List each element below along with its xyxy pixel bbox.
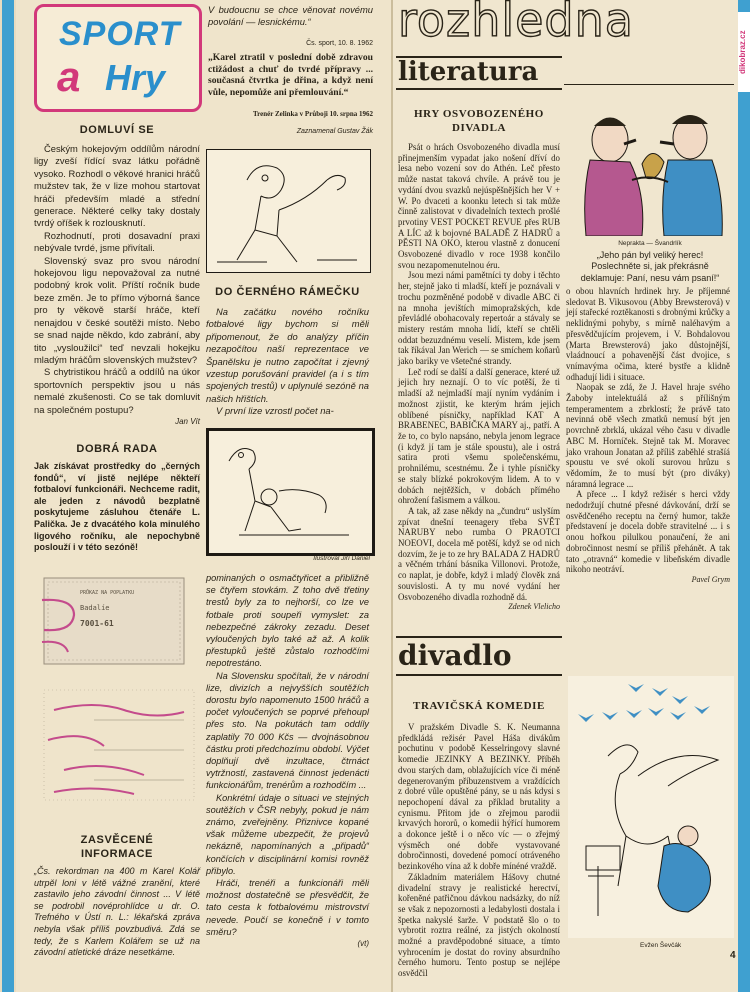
literatura-p2: Jsou mezi námi pamětníci ty doby i těchto her, stejně jako ti mladší, kteří je poznávali v trochu pozměněné podobě v divadle ABC či na mnoha jevištích mimopražských, kde převládlé obohacovaly repertoár a stávaly se mistery restám mnoha lidí, kteří se chtěli oddat bezuzdnému veselí. Mistem, kde jsem tak říkával Jan Werich — se smíchem koňarů jako bariky ve všetečné strandy. <box>398 270 560 367</box>
quote-recorded: Zaznamenal Gustav Žák <box>296 128 373 135</box>
stamp-line1: PRŮKAZ NA POPLATKU <box>80 590 135 596</box>
cerny-ramecek-p2: V první lize vzrostl počet na- <box>216 405 334 417</box>
logo-hry: Hry <box>105 57 166 98</box>
literatura-p1: Psát o hrách Osvobozeného divadla musí přinejmenším vypadat jako nošení dříví do lesa nebo vození sov do Athén. Leč přesto může nastat taková chvíle. A právě tou je vydání dvou svazků nejúspěšnějších her V + W. Po dvaceti a koonku letech si tak může činně zalistovat v divadelních textech prošlé prvotiny VEST POCKET REVUE přes RUB A LÍC až k bojovné BALADĚ Z HADRŮ a PĚSTI NA OKO, kterou vlastně z donucení Osvobozené divadlo v roce 1938 končilo svou nezapomenutelnou éru. <box>398 142 560 270</box>
right-edge-bar <box>738 0 750 992</box>
literatura-p4: A tak, až zase někdy na „čundru“ uslyším zpívat dnešní teenagery třeba SVĚT NARUBY nebo rumba O PRAOTCI NOEOVI, docela mě potěší, když se od nich dozvím, že je to ze hry BALADA Z HADRŮ a věčném trhání básníka Villonovi. Protože, co naplat, je dobře, když i mladý člověk zná souvislosti. A ty mu nové vydání her Osvobozeného divadla rozhodně dá. <box>398 505 560 602</box>
cerny-cont1: pominaných o osmačtyřicet a přibližně se čtyřem stovkám. Z toho dvě třetiny trestů byly za to nejhorší, co lze ve fotbale proti soupeři vymyslet: za nebezpečné zákroky zezadu. Deset vyloučených bylo také až až. A kolik přestupků ještě zůstalo rozhodčími nepotrestáno. <box>206 573 369 669</box>
sport-a-hry-logo <box>34 4 202 112</box>
review-continued <box>566 286 730 586</box>
article-travicska-komedie <box>398 722 560 979</box>
football-cartoon-top <box>206 149 371 273</box>
logo-a: a <box>57 53 81 100</box>
cartoon1-credit: Neprakta — Švandrlík <box>618 240 682 247</box>
divadlo-p1: V pražském Divadle S. K. Neumanna předkládá režisér Pavel Háša divákům pochutinu v podobě Kesselringovy slavné komedie JEZINKY A BEZINKY. Příběh dvou starých dam, oblažujících více či méně degenerovaným příbuzenstvem a vraždících z dobré vůle opuštěné pány, se u nás kdysi s nepochopení dával za příklad brutality a cynismu. Přitom jde o zřejmou parodii krvavých hororů, o komedii hýřící humorem a dokonce ještě i o něco víc — o zřejmý výsměch oné dobře vystavované dobročinnosti, dovedené pomocí otráveného bezinkového vína až k dobře mínéné vraždě. <box>398 722 560 872</box>
logo-sport: SPORT <box>59 15 181 53</box>
domluvi-p4: S chytristikou hráčů a oddílů na úkor sportovních perspektiv jsou u nás nemalé zkušenosti. Co se tak domluvit na společném postupu? <box>34 366 200 415</box>
quote-lead: V budoucnu se chce věnovat novému povolání — lesnickému.“ <box>208 4 373 28</box>
section-divadlo: divadlo <box>398 639 512 672</box>
cartoon-parrot-image <box>572 104 728 236</box>
cerny-cont3: Konkrétní údaje o situaci ve stejných soutěžích v ČSR nebyly, pokud je nám známo, zveřejněny. Přiznivce kopané však můžeme ubezpečit, že projevů nekázně, napomínaných a „připadů“ končících v disciplinární komisi rovněž přibylo. <box>206 792 369 876</box>
heading-cerny-ramecek: DO ČERNÉHO RÁMEČKU <box>215 286 360 298</box>
stamp-line3: 7001-61 <box>80 619 114 628</box>
heading-zasvecene: ZASVĚCENÉ <box>80 834 154 846</box>
quote-body: „Karel ztratil v poslední době zdravou ctižádost a chuť do tvrdé přípravy ... současná čtvrtka je dřina, a když není vůle, nepomůže ani přemlouvání.“ <box>208 52 373 98</box>
cerny-cont2: Na Slovensku spočítali, že v národní lize, divizích a nejvyšších soutěžích dorostu bylo napomenuto 1500 hráčů a počet vyloučených se poprvé přehoupl přes sto. Na pokutách tam oddíly zaplatily 70 000 Kčs — dvojnásobnou částku proti předchozímu období. Výčet doplňují dvě inzultace, čtrnáct vytržností, zastavená činnost jedenácti funkcionářům, trenérům a rozhodčím ... <box>206 670 369 791</box>
heading-domluvi-se: DOMLUVÍ SE <box>79 124 155 136</box>
literatura-signature: Zdenek Vlelicho <box>508 602 560 612</box>
stamp-line2: Badalíe <box>80 604 110 612</box>
heading-travicska-komedie: TRAVIČSKÁ KOMEDIE <box>413 700 545 712</box>
page-gutter <box>391 0 393 992</box>
review-p1: o obou hlavních hrdinek hry. Je příjemné sledovat B. Vikusovou (Abby Brewsterová) v její stařecké roztěkanosti s drobnými krůčky a neklidnými pohyby, s mírně naléhavým a přesvědčujícím projevem, i V. Bohdalovou (Marta Brewsterová) jako důstojnější, vlaádnoucí a pohavenější část dvojice, s vnímavýma očima, které bystře a klidně odhadují lidi i situace. <box>566 286 730 382</box>
review-signature: Pavel Grym <box>691 574 730 584</box>
cartoon-parrot-drawing <box>572 104 728 236</box>
article-domluvi-se <box>34 143 200 428</box>
review-p2: Naopak se zdá, že J. Havel hraje svého Žaboby intelektuálá až s přílišným temperamentem a zbrklostí; že právě tato nevinná obě všech zmatků nemusí být jen povrchně zbrklá, ukázal vého času v divadle ABC M. Horníček. Stejně tak M. Moravec jako vrahoun Jonatan až příliš zaběhlé strašíá spoustu ve své okolí surovou hrůzu s vědomím, že to musí být (pro diváky) náramná legrace ... <box>566 382 730 489</box>
heading-hry-2: DIVADLA <box>451 122 507 134</box>
quote-lead-source: Čs. sport, 10. 8. 1962 <box>306 40 373 47</box>
cartoon1-caption: „Jeho pán byl veliký herec! Poslechněte si, jak překrásně deklamuje: Paní, nesu vám psaní!“ <box>580 250 720 283</box>
cartoon2-credit: Evžen Ševčák <box>640 942 682 949</box>
dobra-rada-body: Jak získávat prostředky do „černých fondů“, ví jistě nejlépe někteří fotbaloví funkcionáři. Nechceme radit, ale jeden z návodů bezplatně poskytujeme zásluhou čtenáře L. Palička. Je z dvacátého kola minulého ligového ročníku, ale nepochybně poslouží i v této sezóně! <box>34 461 200 553</box>
illustration-credit: Ilustroval Jiří Daniel <box>313 555 370 562</box>
cartoon-pegasus-image <box>568 676 734 938</box>
quote-source: Trenér Zelinka v Průboji 10. srpna 1962 <box>253 110 373 118</box>
zasvecene-body: „Čs. rekordman na 400 m Karel Kolář utrpěl loni v létě vážné zranění, které zastavilo jeho závodní činnost ... V létě se podrobil novéprohlídce u dr. O. Trefného v Ústí n. L.: lékařská zpráva nebyla však příliš povzbudivá. Zdá se tedy, že s Karlem Kolářem se už na závodní atletické dráze nesetkáme. <box>34 866 200 958</box>
heading-informace: INFORMACE <box>80 848 153 860</box>
cartoon-pegasus-drawing <box>568 676 734 938</box>
cerny-ramecek-continued <box>206 572 369 950</box>
cerny-cont4: Hráči, trenéři a funkcionáři měli možnost dostatečně se přesvědčit, že tato cesta k fotbalovému mistrovství nevede. Poučí se konečně i v tomto směru? <box>206 878 369 937</box>
receipt-stamp-drawing <box>34 570 200 810</box>
literatura-p3: Leč rodí se další a další generace, které už jejich hry neznají. O to víc potěší, že ti mladší až nejmladší mají nyním vydáním i možnost zjistit, ke kterým hrám jejich oblíbené písničky, například KAT A BRABENEC, BABIČKA MARY aj., patří. A že to, co bylo napsáno, nebyla jenom legrace (i když jí tam je stále spoustu), ale i ostrá satira proti všemu společenskému, prohnilému, scestnému. Že i tyhle písničky se staly blízké pokrokovým lidem. A to v dobách nejtěžších, v dobách přímého ohrožení fašismem a válkou. <box>398 366 560 506</box>
left-edge-bar <box>2 0 14 992</box>
page-number: 4 <box>730 950 736 961</box>
cartoon-sketch-2 <box>209 431 366 547</box>
cartoon-sketch-1 <box>207 150 370 272</box>
article-hry-osvobozeneho <box>398 142 560 613</box>
football-cartoon-middle <box>206 428 375 556</box>
divadlo-rule-top <box>396 636 562 638</box>
cerny-ramecek-intro <box>206 306 369 418</box>
heading-dobra-rada: DOBRÁ RADA <box>76 443 158 455</box>
divadlo-p2: Základním materiálem Hášovy chutné divadelní stravy je realistické herectví, kořeněné patřičnou dávkou nadsázky, do níž se však z nepozornosti a ledabylosti dostala i špetka nakyslé šarže. V podstatě šlo o to vybrotit roztra reálné, za jistých okolností možné a pravděpodobné situace, a tímto vyhrocením je dostat do roviny absurdního černého humoru. Tento postup se nejlépe osvědčil <box>398 871 560 979</box>
cerny-ramecek-p1: Na začátku nového ročníku fotbalové ligy bychom si měli připomenout, že do analýzy příčin nezapočítou naší reprezentace ve Španělsku je nutno započítat i zjevný vzestup porušování pravidel (a i s tím spojených trestů) v uplynulé sezóně na našich hřištích. <box>206 306 369 404</box>
heading-hry-1: HRY OSVOBOZENÉHO <box>414 108 544 120</box>
rozhledna-masthead: rozhledna <box>398 0 634 47</box>
receipt-stamp-image <box>34 570 200 810</box>
side-label[interactable]: dikobraz.cz <box>738 12 750 92</box>
literatura-rule <box>564 84 734 85</box>
section-literatura: literatura <box>398 57 539 87</box>
domluvi-p3: Slovenský svaz pro svou národní hokejovou ligu nepovažoval za nutné podobný krok volit. Příští ročník bude beze změn. Je to přímo výborná šance pro ty věkově starší hráče, kteří nenajdou v české soutěži místo. Nebo se snad najde někdo, kdo zabrání, aby tito „vysloužilci“ teď nevzali hokejku mladým hráčům slovenských mužstev? <box>34 254 200 365</box>
divadlo-banner <box>396 640 562 676</box>
domluvi-signature: Jan Vít <box>175 416 200 426</box>
review-p3: A přece ... I když režisér s herci vždy nedodržují chutné přesné dávkování, drží se osvědčeného receptu na černý humor, takže představení je docela dobře stravitelné ... i s onou hořkou pilulkou ponaučení, že ani dobročinnost nesmí se příliš přehánět. A tak tato „otravná“ komedie v libeňském divadle nikoho neotráví. <box>566 489 730 575</box>
literatura-banner <box>396 56 562 90</box>
domluvi-p1: Českým hokejovým oddílům národní ligy zveší řídící svaz látku pořádně vysoko. Rozhodl o věkové hranici hráčů mužstev tak, že v lize mohou startovat hráči především mladé a střední generace. Některé celky taky dostaly tvrdý oříšek k rozlousknutí. <box>34 143 200 229</box>
domluvi-p2: Rozhodnutí, proti dosavadní praxi nebývale tvrdé, jsme přivítali. <box>34 229 200 254</box>
cerny-ramecek-signature: (vt) <box>357 939 369 949</box>
